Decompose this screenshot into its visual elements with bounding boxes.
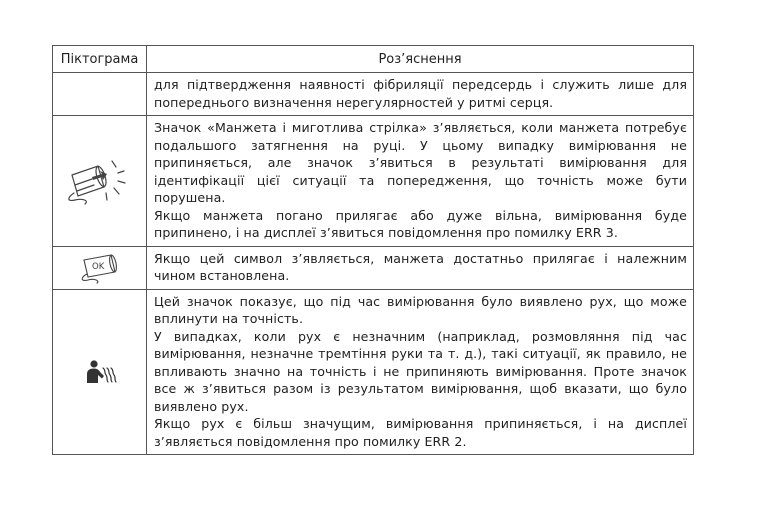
- header-explanation: Роз’яснення: [147, 46, 694, 73]
- explanation-cell: [147, 289, 694, 455]
- explanation-cell: [147, 73, 694, 116]
- explanation-paragraph: Цей значок показує, що під час вимірювання було виявлено рух, що може вплинути на точність.: [154, 293, 687, 326]
- cuff-ok-icon: [75, 257, 125, 276]
- cuff-flashing-arrow-icon: [62, 170, 138, 189]
- table-row: [53, 73, 694, 116]
- table-row: [53, 246, 694, 289]
- explanation-paragraph: Значок «Манжета і миготлива стрілка» з’являється, коли манжета потребує подальшого затягнення на руці. У цьому випадку вимірювання не припиняється, але значок з’явиться в результаті вимірювання для ідентифікації цієї ситуації та попередження, що точність може бути порушена.: [154, 120, 687, 205]
- explanation-cell: [147, 246, 694, 289]
- header-pictogram: Піктограма: [53, 46, 147, 73]
- cuff-ok-label: OK: [91, 261, 104, 272]
- icon-cell: [53, 116, 147, 247]
- explanation-paragraph: У випадках, коли рух є незначним (наприклад, розмовляння під час вимірювання, незначне тремтіння руки та т. д.), такі ситуації, як правило, не впливають значно на точність і не припиняють вимірювання. Проте значок все ж з’явиться разом із результатом вимірювання, щоб вказати, що було виявлено рух.: [154, 328, 687, 414]
- body-movement-icon: [83, 361, 117, 380]
- explanation-paragraph: Якщо рух є більш значущим, вимірювання припиняється, і на дисплеї з’являється повідомлення про помилку ERR 2.: [154, 416, 687, 449]
- table-header-row: [53, 46, 694, 73]
- table-row: [53, 289, 694, 455]
- explanation-paragraph: Якщо цей символ з’являється, манжета достатньо прилягає і належним чином встановлена.: [154, 250, 687, 283]
- explanation-cell: [147, 116, 694, 247]
- table-row: [53, 116, 694, 247]
- explanation-paragraph: для підтвердження наявності фібриляції передсердь і служить лише для попереднього визначення нерегулярностей у ритмі серця.: [154, 77, 687, 110]
- pictogram-table: [52, 45, 694, 455]
- empty-icon-cell: [53, 73, 147, 116]
- explanation-paragraph: Якщо манжета погано прилягає або дуже вільна, вимірювання буде припинено, і на дисплеї з’явиться повідомлення про помилку ERR 3.: [154, 207, 687, 240]
- icon-cell: [53, 246, 147, 289]
- icon-cell: [53, 289, 147, 455]
